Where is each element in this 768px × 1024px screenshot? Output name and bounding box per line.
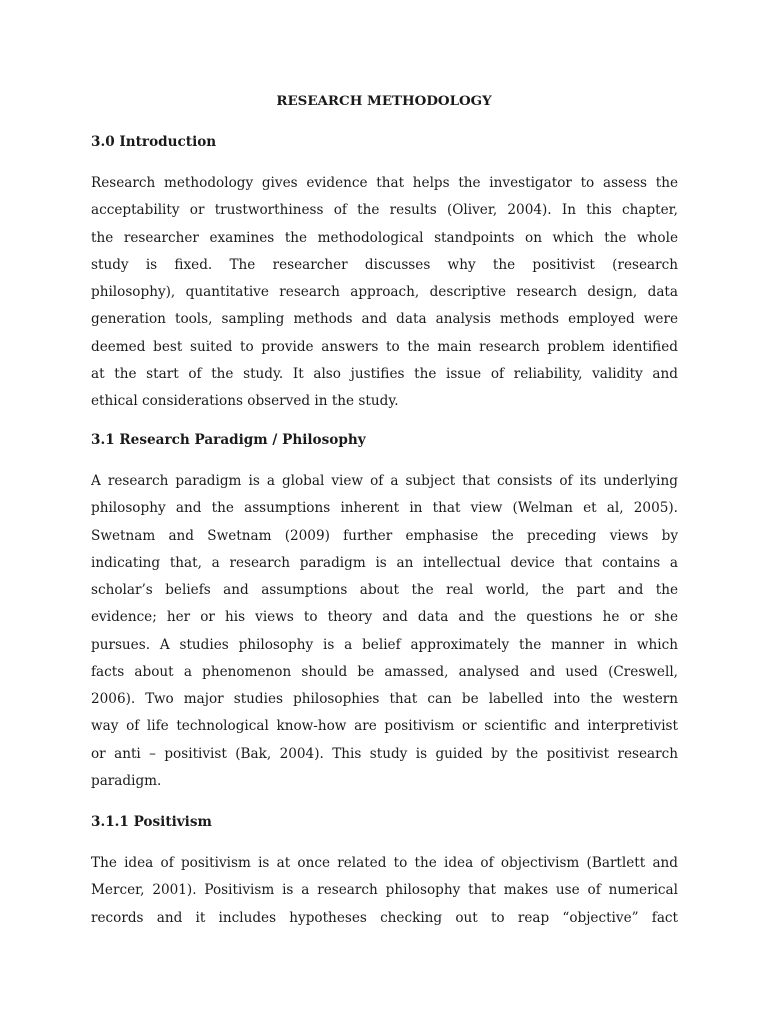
text-line: study is fixed. The researcher discusses why the positivist (research — [91, 256, 678, 273]
text-line: The idea of positivism is at once related to the idea of objectivism (Bartlett and — [91, 855, 678, 871]
text-line: facts about a phenomenon should be amassed, analysed and used (Creswell, — [91, 663, 678, 680]
text-line: acceptability or trustworthiness of the results (Oliver, 2004). In this chapter, — [91, 202, 678, 219]
text-line: philosophy and the assumptions inherent in that view (Welman et al, 2005). — [91, 500, 678, 517]
text-line: the researcher examines the methodological standpoints on which the whole — [91, 229, 678, 246]
text-line: at the start of the study. It also justifies the issue of reliability, validity and — [91, 365, 678, 382]
text-line: way of life technological know-how are positivism or scientific and interpretivist — [91, 718, 678, 735]
text-line: or anti – positivist (Bak, 2004). This study is guided by the positivist research — [91, 745, 678, 762]
text-line: pursues. A studies philosophy is a belief approximately the manner in which — [91, 636, 678, 653]
text-line: indicating that, a research paradigm is an intellectual device that contains a — [91, 554, 678, 571]
text-line: deemed best suited to provide answers to the main research problem identified — [91, 338, 678, 355]
text-line: scholar’s beliefs and assumptions about the real world, the part and the — [91, 582, 678, 598]
text-line: evidence; her or his views to theory and data and the questions he or she — [91, 609, 678, 626]
text-line: A research paradigm is a global view of a subject that consists of its underlying — [91, 473, 678, 489]
section-heading: 3.0 Introduction — [91, 134, 217, 150]
text-line: Mercer, 2001). Positivism is a research philosophy that makes use of numerical — [91, 882, 678, 899]
text-line: records and it includes hypotheses checking out to reap “objective” fact — [91, 909, 678, 926]
text-line: philosophy), quantitative research approach, descriptive research design, data — [91, 284, 678, 300]
document-title: RESEARCH METHODOLOGY — [276, 93, 492, 109]
text-line: Research methodology gives evidence that helps the investigator to assess the — [91, 175, 678, 191]
paragraph — [91, 468, 678, 795]
section-heading: 3.1 Research Paradigm / Philosophy — [91, 432, 366, 448]
text-line: generation tools, sampling methods and data analysis methods employed were — [91, 311, 678, 328]
section-heading: 3.1.1 Positivism — [91, 814, 212, 830]
paragraph — [91, 850, 678, 932]
paragraph — [91, 170, 678, 415]
text-line: ethical considerations observed in the study. — [91, 393, 399, 409]
text-line: 2006). Two major studies philosophies that can be labelled into the western — [91, 691, 678, 707]
text-line: paradigm. — [91, 772, 162, 789]
text-line: Swetnam and Swetnam (2009) further emphasise the preceding views by — [91, 527, 678, 544]
